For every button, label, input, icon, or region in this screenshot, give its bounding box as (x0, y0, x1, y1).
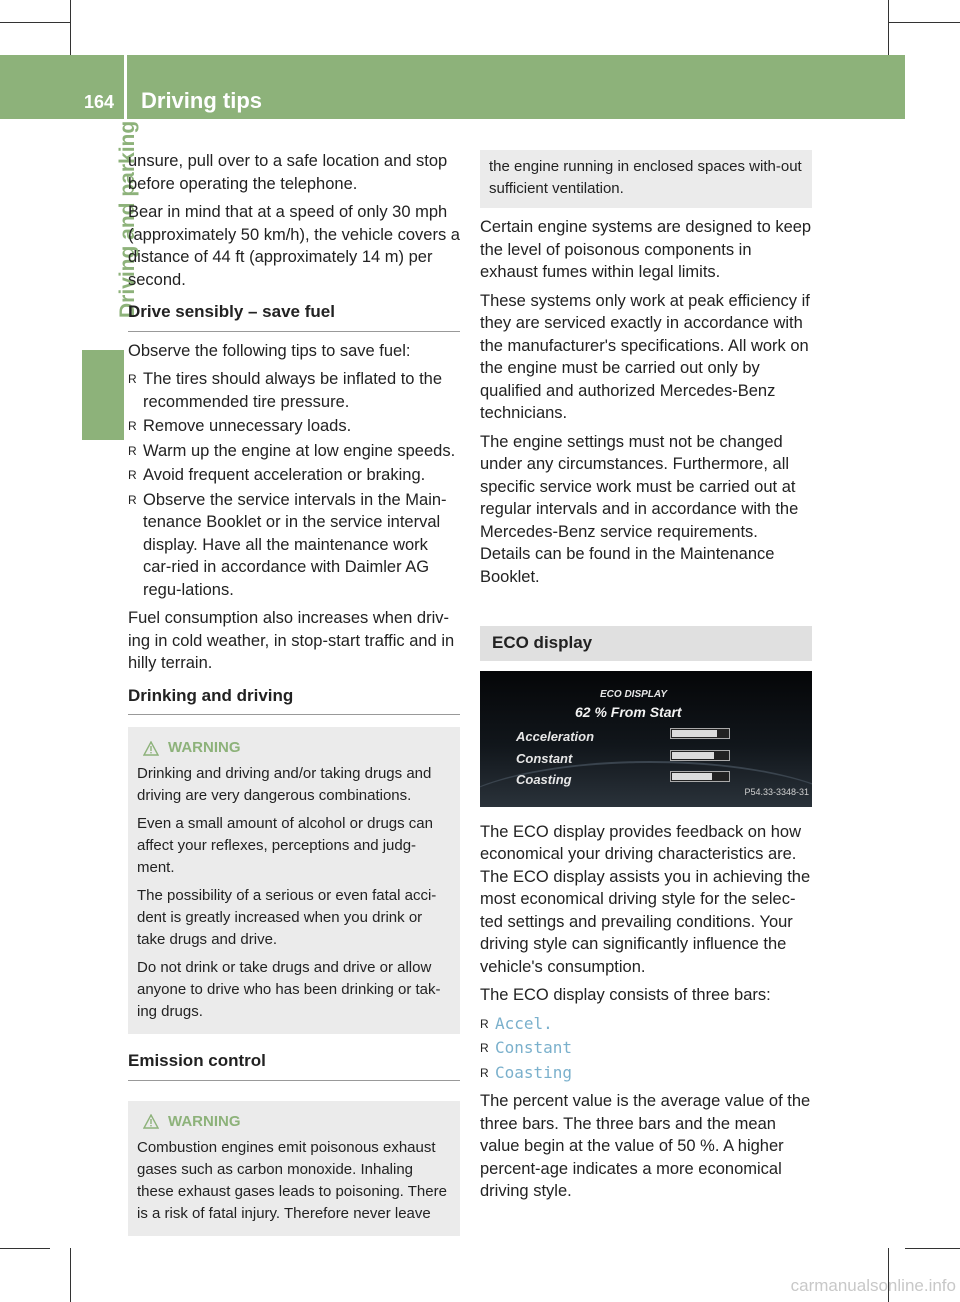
eco-bar (670, 728, 730, 739)
warning-box (128, 727, 460, 1034)
list-item-text: Avoid frequent acceleration or braking. (143, 466, 426, 484)
crop-mark (70, 1248, 71, 1302)
section-heading: Drive sensibly – save fuel (128, 301, 460, 332)
right-column (480, 150, 812, 1209)
warning-text: Even a small amount of alcohol or drugs can affect your reflexes, perceptions and judg-ment. (137, 815, 433, 876)
list-item (128, 464, 460, 487)
list-item-text: Remove unnecessary loads. (143, 417, 352, 435)
paragraph: The ECO display provides feedback on how economical your driving characteristics are. The ECO display assists you in achieving the most economical driving style for the selec-ted settings and prevailing conditions. Your driving style can significantly influence the vehicle's consumption. (480, 822, 811, 976)
list-item (480, 1013, 812, 1036)
paragraph: Bear in mind that at a speed of only 30 mph (approximately 50 km/h), the vehicle covers a distance of 44 ft (approximately 14 m) per second. (128, 203, 460, 289)
paragraph: These systems only work at peak efficiency if they are serviced exactly in accordance with the manufacturer's specifications. All work on the engine must be carried out only by qualified and authorized Mercedes-Benz technicians. (480, 291, 810, 422)
paragraph: Observe the following tips to save fuel: (128, 341, 411, 360)
display-term: Accel. (495, 1013, 553, 1033)
bullet-icon: R (480, 1016, 489, 1031)
list-item (128, 415, 460, 438)
warning-text: Combustion engines emit poisonous exhaust gases such as carbon monoxide. Inhaling these exhaust gases leads to poisoning. There is a risk of fatal injury. Therefore never leave (137, 1138, 447, 1222)
watermark: carmanualsonline.info (790, 1276, 956, 1295)
bullet-icon: R (480, 1041, 489, 1055)
warning-text: Do not drink or take drugs and drive or allow anyone to drive who has been drinking or tak-ing drugs. (137, 959, 441, 1020)
bullet-icon: R (128, 419, 137, 433)
warning-label: WARNING (168, 1112, 241, 1130)
warning-text: the engine running in enclosed spaces with-out sufficient ventilation. (489, 158, 802, 197)
list-item (128, 489, 460, 602)
eco-display-heading: ECO display (480, 626, 812, 661)
eco-bar-fill (672, 773, 712, 780)
paragraph: The percent value is the average value of the three bars. The three bars and the mean value begin at the value of 50 %. A higher percent-age indicates a more economical driving style. (480, 1092, 811, 1200)
list-item-text: Observe the service intervals in the Main-tenance Booklet or in the service interval display. Have all the maintenance work car-ried in accordance with Daimler AG regu-lations. (143, 490, 447, 599)
crop-mark (70, 0, 71, 55)
side-tab (82, 120, 139, 350)
list-item (480, 1037, 812, 1060)
eco-image-percent: 62 % From Start (575, 703, 682, 720)
crop-mark (905, 1248, 960, 1249)
header-divider (124, 55, 127, 119)
eco-image-label: Acceleration (516, 728, 595, 744)
bullet-icon: R (128, 492, 137, 507)
list-item-text: The tires should always be inflated to the recommended tire pressure. (143, 370, 443, 411)
page-number: 164 (84, 92, 115, 112)
eco-bars-list (480, 1013, 812, 1085)
crop-mark (888, 0, 889, 55)
warning-icon (143, 741, 159, 756)
image-code: P54.33-3348-31 (744, 787, 809, 797)
left-column (128, 150, 460, 1250)
section-heading: Emission control (128, 1050, 460, 1081)
warning-icon (143, 1114, 159, 1129)
fuel-tips-list (128, 368, 460, 601)
chapter-title: Driving tips (141, 88, 263, 113)
bullet-icon: R (128, 468, 137, 482)
eco-bar (670, 750, 730, 761)
display-term: Coasting (495, 1062, 573, 1082)
eco-bar (670, 771, 730, 782)
side-tab-marker (82, 350, 124, 440)
header-bar (0, 55, 905, 119)
paragraph: The engine settings must not be changed under any circumstances. Furthermore, all specific service work must be carried out at regular intervals and in accordance with the Mercedes-Benz service requirements. Details can be found in the Maintenance Booklet. (480, 432, 799, 586)
crop-mark (0, 22, 70, 23)
side-tab-label: Driving and parking (116, 120, 139, 318)
bullet-icon: R (128, 443, 137, 458)
list-item (128, 440, 460, 463)
eco-bar-fill (672, 730, 717, 737)
section-heading: Drinking and driving (128, 685, 460, 716)
bullet-icon: R (128, 372, 137, 386)
warning-title (137, 737, 451, 759)
list-item (480, 1062, 812, 1085)
warning-title (137, 1111, 451, 1133)
crop-mark (0, 1248, 50, 1249)
eco-display-image (480, 671, 812, 807)
bullet-icon: R (480, 1065, 489, 1080)
eco-bar-fill (672, 752, 714, 759)
list-item-text: Warm up the engine at low engine speeds. (143, 441, 456, 460)
warning-continuation (480, 150, 812, 208)
crop-mark (888, 22, 960, 23)
eco-image-label: Coasting (516, 771, 572, 787)
warning-text: Drinking and driving and/or taking drugs and driving are very dangerous combinations. (137, 765, 432, 804)
warning-label: WARNING (168, 739, 241, 756)
paragraph: The ECO display consists of three bars: (480, 986, 771, 1004)
eco-image-label: Constant (516, 750, 573, 766)
warning-box (128, 1101, 460, 1236)
display-term: Constant (495, 1038, 573, 1057)
warning-text: The possibility of a serious or even fatal acci-dent is greatly increased when you drink or take drugs and drive. (137, 887, 437, 948)
paragraph: Fuel consumption also increases when driv-ing in cold weather, in stop-start traffic and in hilly terrain. (128, 609, 455, 672)
paragraph: Certain engine systems are designed to keep the level of poisonous components in exhaust fumes within legal limits. (480, 218, 812, 281)
list-item (128, 368, 460, 413)
eco-image-title: ECO DISPLAY (600, 688, 668, 700)
paragraph: unsure, pull over to a safe location and stop before operating the telephone. (128, 152, 448, 193)
